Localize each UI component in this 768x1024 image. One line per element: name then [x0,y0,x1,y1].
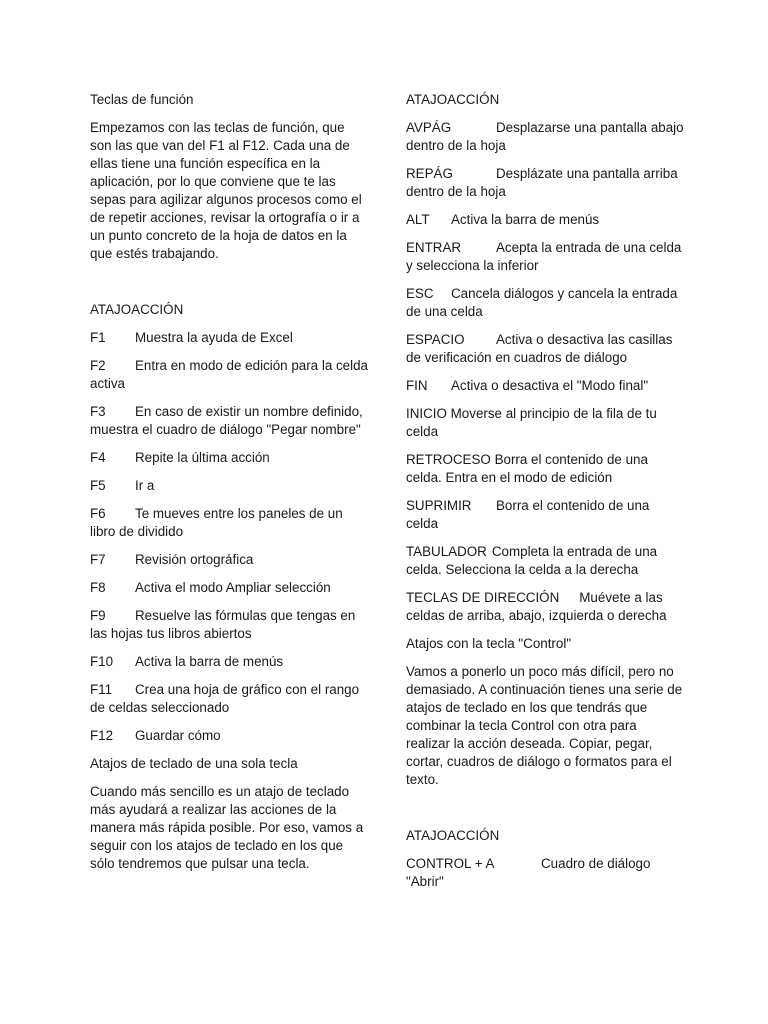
shortcut-action: Resuelve las fórmulas que tengas en las hojas tus libros abiertos [90,608,356,641]
shortcut-key: F8 [90,580,106,595]
shortcut-action: Activa la barra de menús [451,212,600,227]
shortcut-row [406,331,684,367]
shortcut-row [406,855,684,891]
table-header: ATAJOACCIÓN [406,92,500,107]
shortcut-action: Moverse al principio de la fila de tu celda [406,406,657,439]
table-header: ATAJOACCIÓN [406,828,500,843]
shortcut-key: F7 [90,552,106,567]
shortcut-action: Repite la última acción [135,450,270,465]
shortcut-action: Activa o desactiva el "Modo final" [451,378,649,393]
shortcut-key: F4 [90,450,106,465]
section-title-control-key: Atajos con la tecla "Control" [406,636,572,651]
shortcut-action: Borra el contenido de una celda [406,498,650,531]
shortcut-key: F6 [90,506,106,521]
shortcut-key: F12 [90,728,114,743]
shortcut-row [90,727,368,745]
shortcut-row [90,403,368,439]
shortcut-action: En caso de existir un nombre definido, muestra el cuadro de diálogo "Pegar nombre" [90,404,363,437]
shortcut-row [90,653,368,671]
shortcut-row [90,329,368,347]
shortcut-row [406,497,684,533]
shortcut-key: F10 [90,654,114,669]
shortcut-action: Activa el modo Ampliar selección [135,580,331,595]
shortcut-key: F3 [90,404,106,419]
shortcut-row [406,239,684,275]
shortcut-action: Cancela diálogos y cancela la entrada de una celda [406,286,678,319]
shortcut-row [90,579,368,597]
control-key-paragraph: Vamos a ponerlo un poco más difícil, pero no demasiado. A continuación tienes una serie de atajos de teclado en los que tendrás que combinar la tecla Control con otra para realizar la acción deseada. Copiar, pegar, cortar, cuadros de diálogo o formatos para el texto. [406,664,683,787]
shortcut-key: TECLAS DE DIRECCIÓN [406,590,560,605]
shortcut-key: AVPÁG [406,120,452,135]
shortcut-row [90,505,368,541]
shortcut-key: SUPRIMIR [406,498,472,513]
shortcut-action: Te mueves entre los paneles de un libro de dividido [90,506,343,539]
shortcut-row [90,681,368,717]
shortcut-key: CONTROL + A [406,856,495,871]
shortcut-key: RETROCESO [406,452,491,467]
shortcut-key: REPÁG [406,166,453,181]
shortcut-action: Revisión ortográfica [135,552,254,567]
shortcut-row [406,405,684,441]
table-header: ATAJOACCIÓN [90,302,184,317]
shortcut-row [406,211,684,229]
shortcut-key: F9 [90,608,106,623]
shortcut-action: Muévete a las celdas de arriba, abajo, izquierda o derecha [406,590,667,623]
shortcut-row [90,551,368,569]
right-column [406,91,684,901]
shortcut-row [406,285,684,321]
spacer [90,273,368,301]
shortcut-action: Crea una hoja de gráfico con el rango de celdas seleccionado [90,682,360,715]
shortcut-key: ESPACIO [406,332,465,347]
shortcut-key: INICIO [406,406,447,421]
shortcut-row [90,357,368,393]
shortcut-row [406,377,684,395]
shortcut-key: ENTRAR [406,240,462,255]
section-title-function-keys: Teclas de función [90,92,194,107]
shortcut-key: ALT [406,212,430,227]
shortcut-key: TABULADOR [406,544,487,559]
single-key-paragraph: Cuando más sencillo es un atajo de teclado más ayudará a realizar las acciones de la manera más rápida posible. Por eso, vamos a seguir con los atajos de teclado en los que sólo tendremos que pulsar una tecla. [90,784,364,871]
shortcut-row [406,119,684,155]
shortcut-action: Acepta la entrada de una celda y selecciona la inferior [406,240,682,273]
shortcut-action: Guardar cómo [135,728,221,743]
shortcut-action: Cuadro de diálogo "Abrir" [406,856,651,889]
shortcut-row [406,165,684,201]
shortcut-row [90,477,368,495]
shortcut-action: Desplázate una pantalla arriba dentro de la hoja [406,166,678,199]
section-title-single-key: Atajos de teclado de una sola tecla [90,756,298,771]
spacer [406,799,684,827]
shortcut-row [90,607,368,643]
intro-paragraph: Empezamos con las teclas de función, que son las que van del F1 al F12. Cada una de ellas tiene una función específica en la aplicación, por lo que conviene que te las sepas para agilizar algunos procesos como el de repetir acciones, revisar la ortografía o ir a un punto concreto de la hoja de datos en la que estés trabajando. [90,120,362,261]
left-column [90,91,368,883]
shortcut-key: ESC [406,286,434,301]
shortcut-action: Ir a [135,478,155,493]
shortcut-key: F1 [90,330,106,345]
shortcut-row [406,589,684,625]
shortcut-action: Activa la barra de menús [135,654,284,669]
shortcut-row [406,451,684,487]
shortcut-key: FIN [406,378,428,393]
shortcut-row [406,543,684,579]
shortcut-action: Borra el contenido de una celda. Entra en el modo de edición [406,452,648,485]
shortcut-action: Desplazarse una pantalla abajo dentro de la hoja [406,120,684,153]
shortcut-action: Activa o desactiva las casillas de verificación en cuadros de diálogo [406,332,673,365]
shortcut-action: Entra en modo de edición para la celda activa [90,358,369,391]
shortcut-action: Completa la entrada de una celda. Selecciona la celda a la derecha [406,544,658,577]
shortcut-key: F5 [90,478,106,493]
shortcut-key: F11 [90,682,113,697]
shortcut-key: F2 [90,358,106,373]
shortcut-action: Muestra la ayuda de Excel [135,330,293,345]
shortcut-row [90,449,368,467]
